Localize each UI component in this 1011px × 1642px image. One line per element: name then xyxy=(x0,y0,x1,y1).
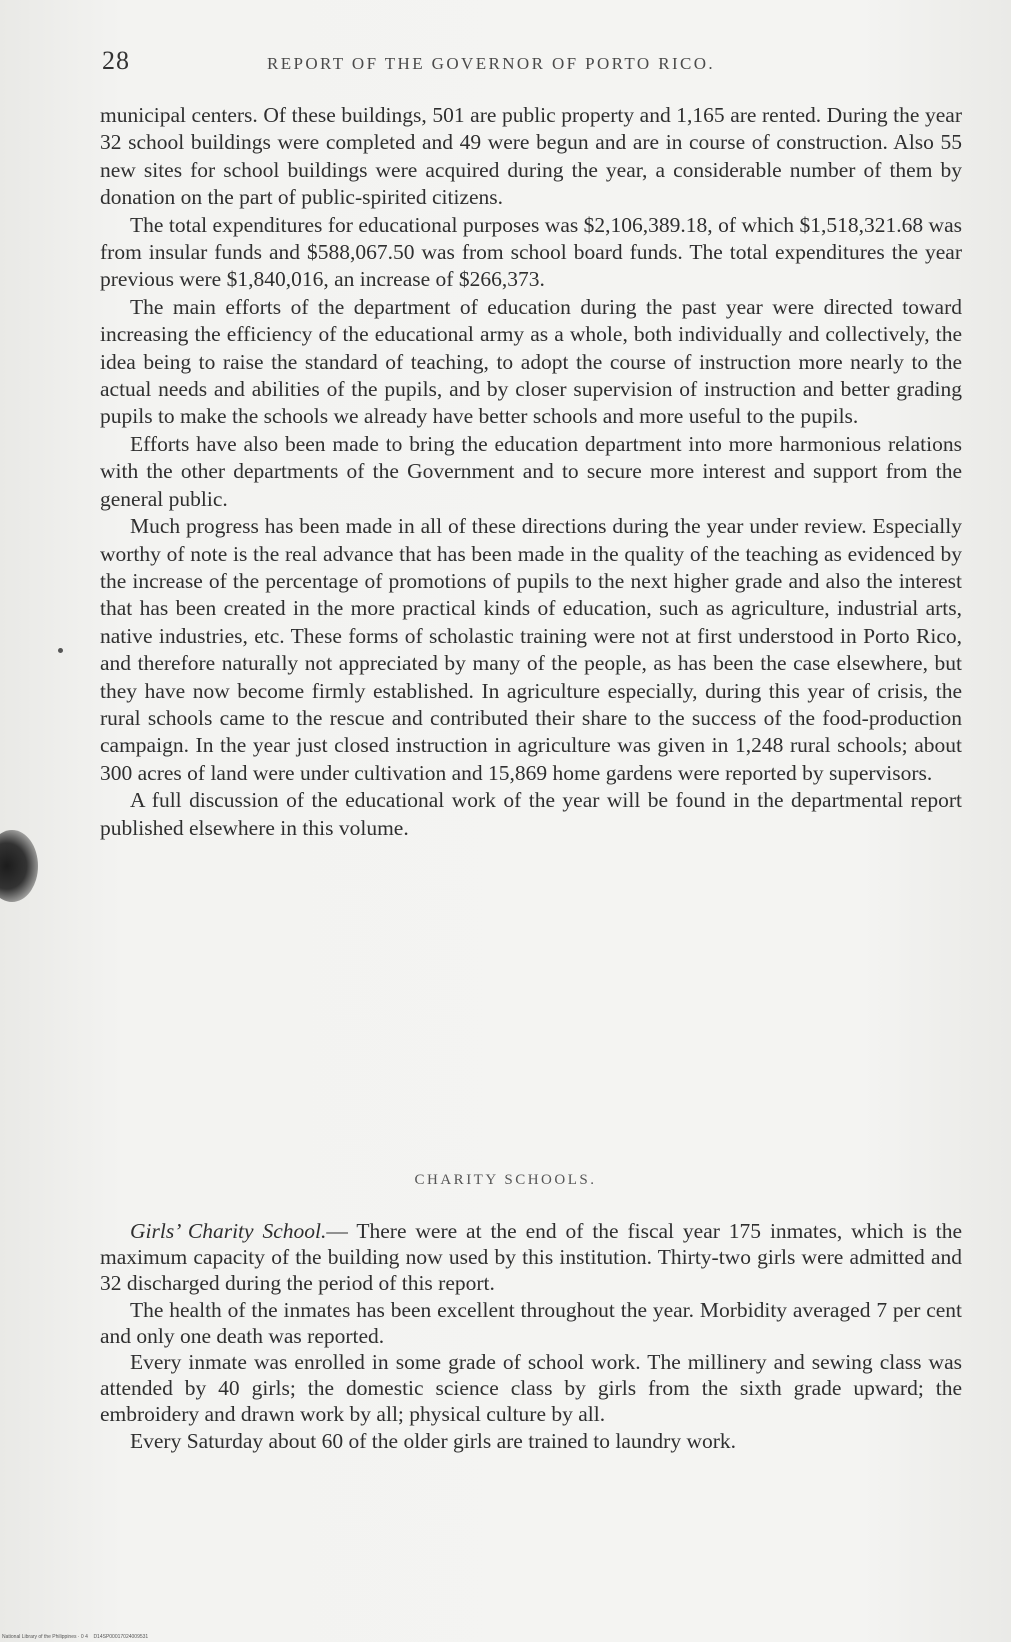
charity-schools-section xyxy=(100,1218,962,1454)
paragraph-progress: Much progress has been made in all of these directions during the year under review. Especially worthy of note is the real advance that has been made in the quality of the teaching as evidenced by the increase of the percentage of promotions of pupils to the next higher grade and also the interest that has been created in the more practical kinds of education, such as agriculture, industrial arts, native industries, etc. These forms of scholastic training were not at first understood in Porto Rico, and therefore naturally not appreciated by many of the people, as has been the case elsewhere, but they have now become firmly established. In agriculture especially, during this year of crisis, the rural schools came to the rescue and contributed their share to the success of the food-production campaign. In the year just closed instruction in agriculture was given in 1,248 rural schools; about 300 acres of land were under cultivation and 15,869 home gardens were reported by supervisors. xyxy=(100,514,962,785)
page-number: 28 xyxy=(102,46,130,75)
paragraph-main-efforts: The main efforts of the department of education during the past year were directed toward increasing the efficiency of the educational army as a whole, both individually and collectively, the idea being to raise the standard of teaching, to adopt the course of instruction more nearly to the actual needs and abilities of the pupils, and by closer supervision of instruction and better grading pupils to make the schools we already have better schools and more useful to the pupils. xyxy=(100,294,962,429)
paragraph-full-discussion: A full discussion of the educational work of the year will be found in the departmental report published elsewhere in this volume. xyxy=(100,788,962,840)
page-header xyxy=(102,42,922,82)
scan-thumb-shadow xyxy=(0,830,38,902)
run-in-heading: Girls’ Charity School. xyxy=(130,1219,327,1243)
paragraph-inmates: — There were at the end of the fiscal year 175 inmates, which is the maximum capacity of the building now used by this institution. Thirty-two girls were admitted and 32 discharged during the period of this report. xyxy=(100,1219,962,1296)
section-heading: CHARITY SCHOOLS. xyxy=(414,1172,597,1188)
paragraph-school-buildings: municipal centers. Of these buildings, 501 are public property and 1,165 are rented. During the year 32 school buildings were completed and 49 were begun and are in course of construction. Also 55 new sites for school buildings were acquired during the year, a considerable number of them by donation on the part of public-spirited citizens. xyxy=(100,103,962,210)
running-head: REPORT OF THE GOVERNOR OF PORTO RICO. xyxy=(267,54,716,73)
paragraph-school-work: Every inmate was enrolled in some grade of school work. The millinery and sewing class was attended by 40 girls; the domestic science class by girls from the sixth grade upward; the embroidery and drawn work by all; physical culture by all. xyxy=(100,1350,962,1427)
paragraph-harmonious-relations: Efforts have also been made to bring the education department into more harmonious relations with the other departments of the Government and to secure more interest and support from the general public. xyxy=(100,431,962,511)
paragraph-girls-charity-school xyxy=(100,1218,962,1297)
margin-dot-mark xyxy=(58,648,63,653)
paragraph-health: The health of the inmates has been excellent throughout the year. Morbidity averaged 7 per cent and only one death was reported. xyxy=(100,1297,962,1348)
paragraph-laundry: Every Saturday about 60 of the older girls are trained to laundry work. xyxy=(130,1428,736,1453)
body-text xyxy=(100,102,962,842)
paragraph-expenditures: The total expenditures for educational purposes was $2,106,389.18, of which $1,518,321.68 was from insular funds and $588,067.50 was from school board funds. The total expenditures the year previous were $1,840,016, an increase of $266,373. xyxy=(100,212,962,292)
scan-credit: National Library of the Philippines · 0 4 D14SP00017024009531 xyxy=(2,1634,149,1640)
